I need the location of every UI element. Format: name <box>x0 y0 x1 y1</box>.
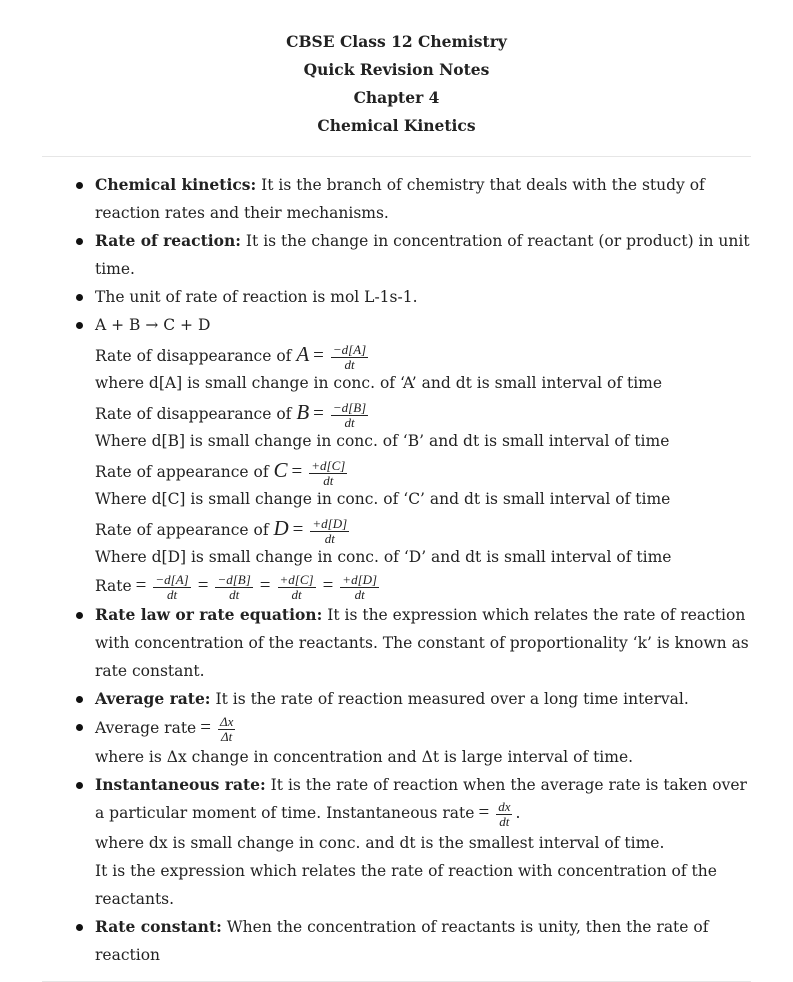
definition: When the concentration of reactants is unity, then the rate of reaction <box>95 917 709 964</box>
denominator: dt <box>324 530 335 546</box>
average-formula <box>95 713 755 743</box>
equals: = <box>478 802 490 823</box>
list-item-rate-law <box>95 601 755 685</box>
list-item-unit <box>95 283 755 311</box>
denominator: dt <box>354 586 365 602</box>
divider <box>42 156 751 157</box>
denominator: dt <box>229 586 240 602</box>
numerator: dx <box>498 798 511 814</box>
fraction-d <box>340 573 379 602</box>
note-d: Where d[D] is small change in conc. of ‘D’ and dt is small interval of time <box>95 548 672 566</box>
label: Rate <box>95 577 132 595</box>
title-notes: Quick Revision Notes <box>303 60 490 79</box>
equals: = <box>200 717 211 738</box>
equals: = <box>259 575 271 596</box>
equals: = <box>197 575 209 596</box>
average-note: where is Δx change in concentration and Δt is large interval of time. <box>95 748 634 766</box>
equals: = <box>292 519 304 540</box>
equals: = <box>313 345 324 366</box>
fraction-a <box>153 573 190 602</box>
fraction <box>496 800 512 829</box>
equals: = <box>322 575 334 596</box>
term: Rate of reaction: <box>95 231 241 250</box>
equals: = <box>291 461 303 482</box>
label: Rate of appearance of <box>95 463 274 481</box>
denominator: dt <box>323 472 334 488</box>
fraction <box>310 517 349 546</box>
list-item-average-rate <box>95 685 755 713</box>
numerator: −d[A] <box>332 341 367 357</box>
label: Rate of disappearance of <box>95 347 297 365</box>
rate-d <box>95 513 755 546</box>
fraction <box>309 459 347 488</box>
list-item-rate <box>95 227 755 283</box>
definition: It is the rate of reaction measured over a long time interval. <box>210 690 689 708</box>
label: Rate of disappearance of <box>95 405 297 423</box>
divider-bottom <box>42 981 751 982</box>
fraction-b <box>215 573 252 602</box>
numerator: −d[B] <box>217 571 251 587</box>
rate-b <box>95 397 755 430</box>
term: Rate law or rate equation: <box>95 605 323 624</box>
equals: = <box>313 403 324 424</box>
var: A <box>296 342 310 366</box>
var: D <box>273 516 289 540</box>
instant-note-2: It is the expression which relates the rate of reaction with concentration of the reactants. <box>95 861 717 908</box>
term: Average rate: <box>95 689 211 708</box>
numerator: +d[C] <box>279 571 314 587</box>
equals: = <box>135 575 147 596</box>
period: . <box>515 804 521 822</box>
note-b: Where d[B] is small change in conc. of ‘B’ and dt is small interval of time <box>95 432 670 450</box>
numerator: −d[A] <box>155 571 189 587</box>
title-board: CBSE Class 12 Chemistry <box>286 32 507 51</box>
var: B <box>296 400 310 424</box>
list-item-instantaneous <box>95 771 755 913</box>
definition: It is the rate of reaction when the average rate is taken over a particular moment of time. Instantaneous rate <box>95 776 747 822</box>
note-c: Where d[C] is small change in conc. of ‘C’ and dt is small interval of time <box>95 490 671 508</box>
term: Chemical kinetics: <box>95 175 257 194</box>
title-chapter: Chapter 4 <box>353 88 440 107</box>
fraction-c <box>278 573 316 602</box>
label: Average rate <box>95 719 197 737</box>
denominator: dt <box>291 586 302 602</box>
fraction <box>218 715 235 744</box>
definition: It is the branch of chemistry that deals with the study of reaction rates and their mechanisms. <box>95 176 705 222</box>
fraction <box>331 401 368 430</box>
list-item-rate-constant <box>95 913 755 969</box>
definition: The unit of rate of reaction is mol L-1s-1. <box>95 288 418 306</box>
numerator: Δx <box>219 713 234 729</box>
page-header <box>0 0 793 140</box>
list-item-reaction <box>95 311 755 601</box>
denominator: Δt <box>221 728 233 744</box>
numerator: +d[D] <box>312 515 348 531</box>
numerator: −d[B] <box>332 399 367 415</box>
note-a: where d[A] is small change in conc. of ‘A’ and dt is small interval of time <box>95 374 663 392</box>
list-item-average-formula <box>95 713 755 771</box>
term: Rate constant: <box>95 916 222 936</box>
instant-note-1: where dx is small change in conc. and dt is the smallest interval of time. <box>95 833 665 852</box>
denominator: dt <box>499 813 510 829</box>
definition: It is the expression which relates the rate of reaction with concentration of the reactants. The constant of proportionality ‘k’ is known as rate constant. <box>95 606 749 680</box>
denominator: dt <box>167 586 178 602</box>
reaction-equation: A + B → C + D <box>95 316 211 334</box>
definition: It is the change in concentration of reactant (or product) in unit time. <box>95 232 750 278</box>
rate-a <box>95 339 755 372</box>
title-topic: Chemical Kinetics <box>317 116 476 135</box>
term: Instantaneous rate: <box>95 775 266 794</box>
numerator: +d[D] <box>342 571 378 587</box>
label: Rate of appearance of <box>95 521 274 539</box>
list-item-kinetics <box>95 171 755 227</box>
denominator: dt <box>344 356 355 372</box>
numerator: +d[C] <box>311 457 346 473</box>
fraction <box>331 343 368 372</box>
var: C <box>273 458 288 482</box>
rate-c <box>95 455 755 488</box>
rate-overall <box>95 571 755 601</box>
denominator: dt <box>344 414 355 430</box>
notes-list <box>0 171 755 969</box>
